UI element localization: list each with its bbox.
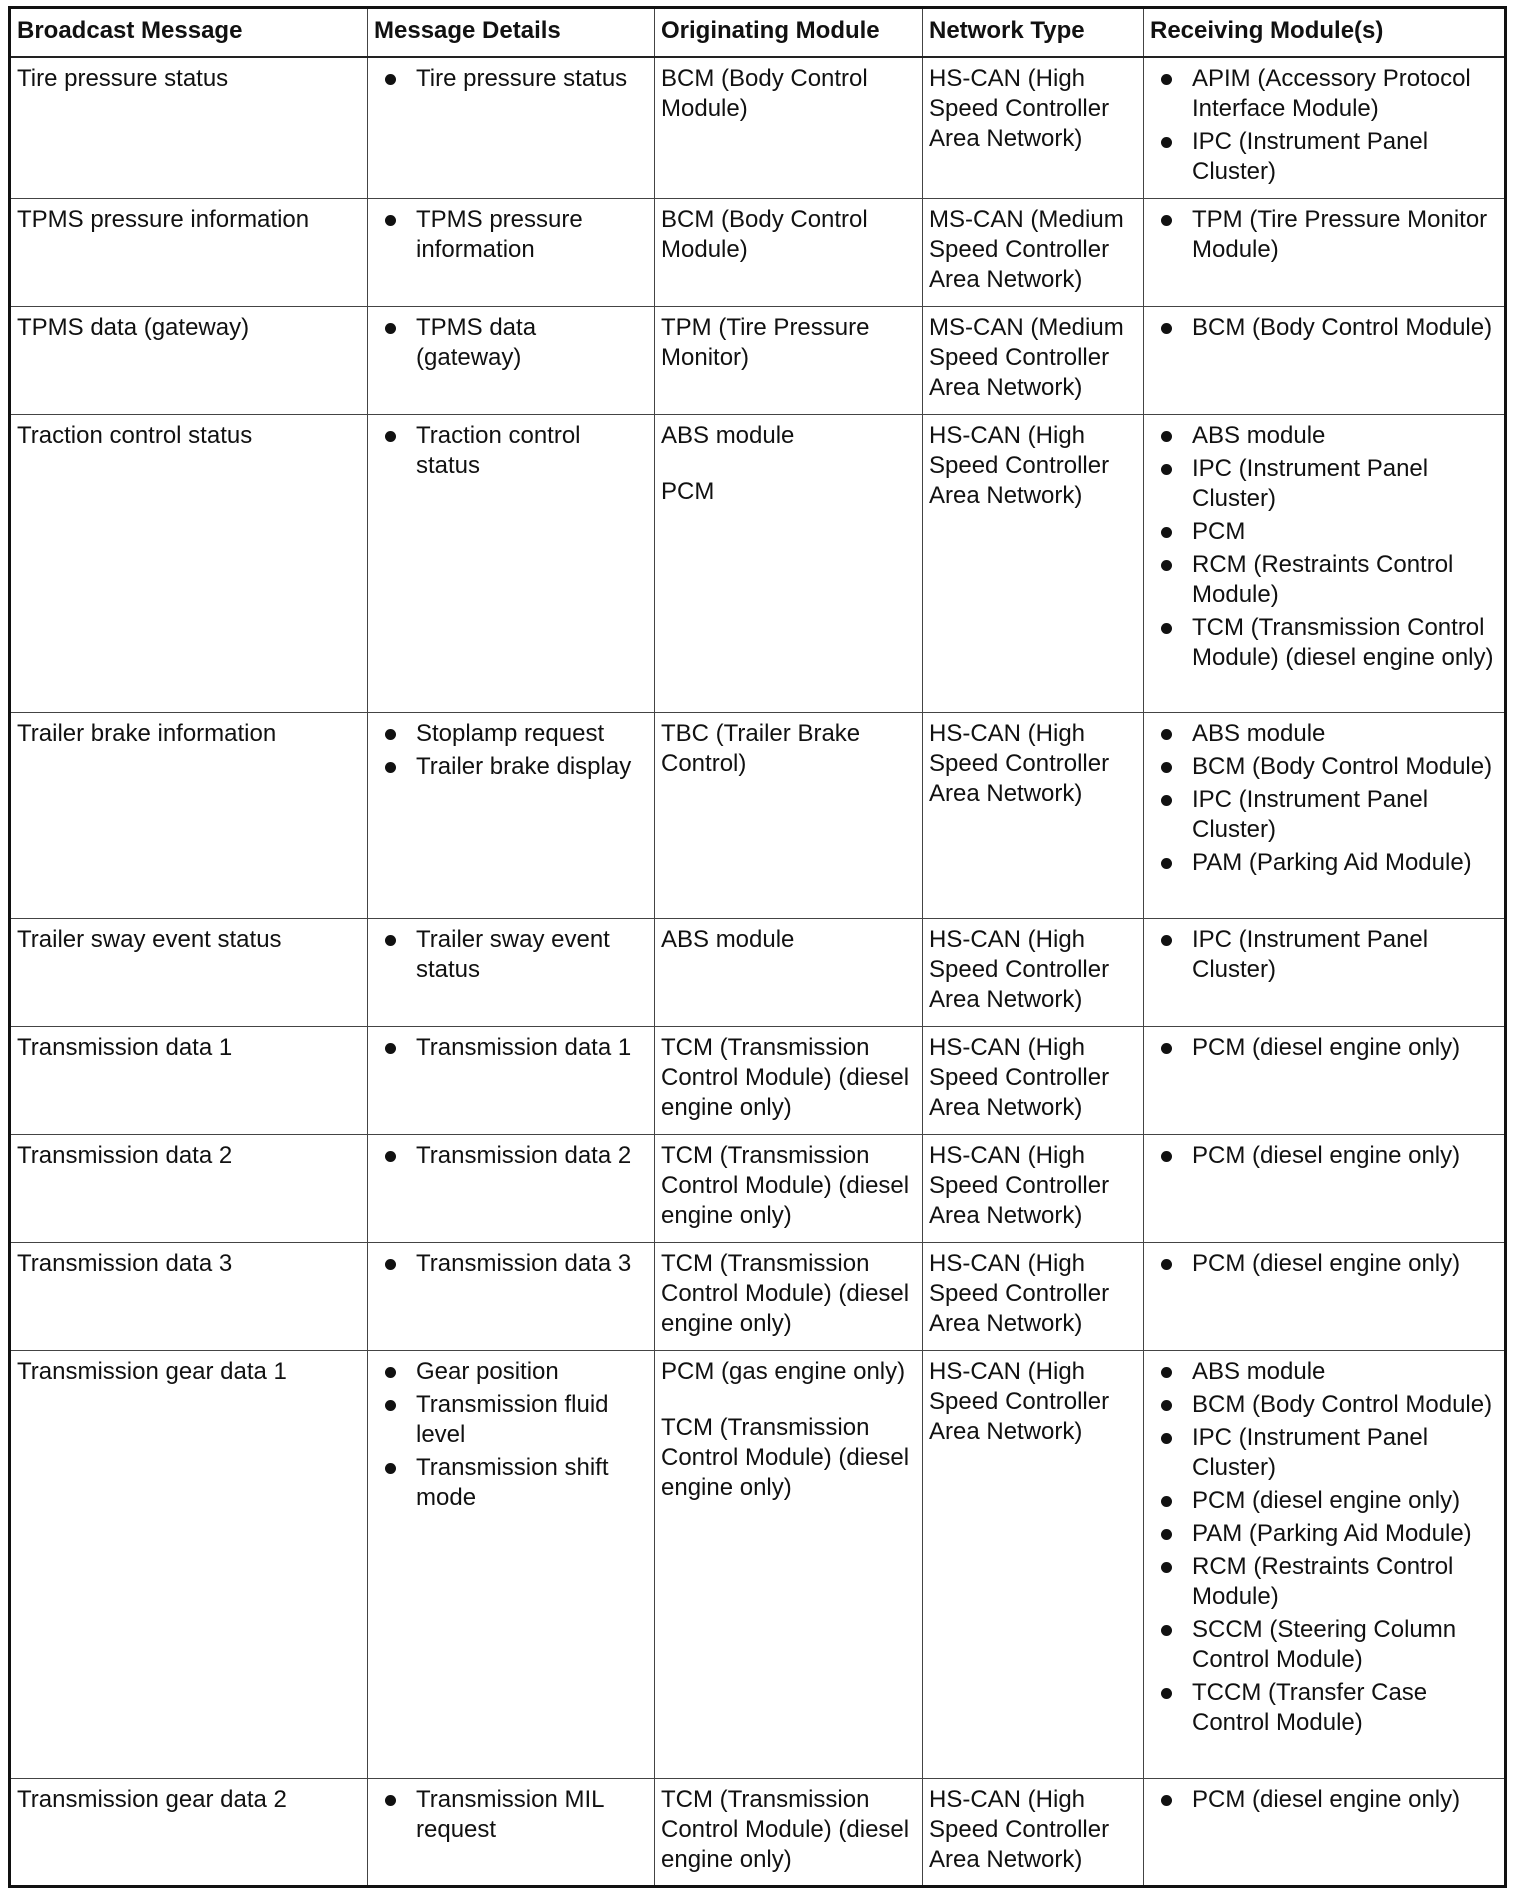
network-type-cell: HS-CAN (High Speed Controller Area Network)	[923, 1242, 1144, 1350]
receiving-module-item: IPC (Instrument Panel Cluster)	[1150, 925, 1498, 985]
receiving-module-item: TPM (Tire Pressure Monitor Module)	[1150, 205, 1498, 265]
receiving-module-item: SCCM (Steering Column Control Module)	[1150, 1615, 1498, 1675]
receiving-module-item: ABS module	[1150, 1357, 1498, 1387]
details-list	[374, 313, 648, 373]
broadcast-message-cell: Trailer brake information	[10, 712, 368, 918]
table-row	[10, 198, 1506, 306]
receiving-modules-cell	[1144, 918, 1506, 1026]
receivers-list	[1150, 925, 1498, 985]
originating-module: TPM (Tire Pressure Monitor)	[661, 313, 870, 371]
originating-module: TCM (Transmission Control Module) (diesel engine only)	[661, 1413, 910, 1501]
originating-module-cell	[655, 414, 923, 712]
table-row	[10, 712, 1506, 918]
detail-item: Trailer brake display	[374, 752, 648, 782]
details-list	[374, 1357, 648, 1513]
receiving-modules-cell	[1144, 57, 1506, 198]
detail-item: Trailer sway event status	[374, 925, 648, 985]
receiving-module-item: PCM (diesel engine only)	[1150, 1141, 1498, 1171]
originating-module-cell	[655, 712, 923, 918]
receiving-modules-cell	[1144, 1242, 1506, 1350]
table-row	[10, 918, 1506, 1026]
receiving-module-item: IPC (Instrument Panel Cluster)	[1150, 454, 1498, 514]
originating-module-cell	[655, 1134, 923, 1242]
details-list	[374, 719, 648, 782]
receiving-module-item: IPC (Instrument Panel Cluster)	[1150, 127, 1498, 187]
originating-module-cell	[655, 1242, 923, 1350]
message-details-cell	[368, 198, 655, 306]
details-list	[374, 925, 648, 985]
receiving-modules-cell	[1144, 1350, 1506, 1778]
detail-item: Stoplamp request	[374, 719, 648, 749]
broadcast-message-cell: TPMS data (gateway)	[10, 306, 368, 414]
header-broadcast-message: Broadcast Message	[10, 8, 368, 58]
originating-module-cell	[655, 306, 923, 414]
receiving-module-item: PCM (diesel engine only)	[1150, 1249, 1498, 1279]
receiving-module-item: BCM (Body Control Module)	[1150, 1390, 1498, 1420]
detail-item: Transmission fluid level	[374, 1390, 648, 1450]
network-type-cell: HS-CAN (High Speed Controller Area Network)	[923, 1134, 1144, 1242]
details-list	[374, 205, 648, 265]
table-row	[10, 414, 1506, 712]
receiving-module-item: ABS module	[1150, 421, 1498, 451]
detail-item: Transmission data 2	[374, 1141, 648, 1171]
receiving-module-item: RCM (Restraints Control Module)	[1150, 550, 1498, 610]
network-type-cell: HS-CAN (High Speed Controller Area Network)	[923, 57, 1144, 198]
header-message-details: Message Details	[368, 8, 655, 58]
originating-module: PCM (gas engine only)	[661, 1357, 906, 1385]
receivers-list	[1150, 1357, 1498, 1738]
detail-item: Tire pressure status	[374, 64, 648, 94]
broadcast-message-table	[8, 6, 1507, 1888]
table-row	[10, 1242, 1506, 1350]
receiving-module-item: PAM (Parking Aid Module)	[1150, 1519, 1498, 1549]
receiving-modules-cell	[1144, 1026, 1506, 1134]
header-network-type: Network Type	[923, 8, 1144, 58]
detail-item: TPMS data (gateway)	[374, 313, 648, 373]
table-row	[10, 1026, 1506, 1134]
receiving-modules-cell	[1144, 712, 1506, 918]
network-type-cell: HS-CAN (High Speed Controller Area Network)	[923, 1026, 1144, 1134]
detail-item: Traction control status	[374, 421, 648, 481]
table-row	[10, 306, 1506, 414]
receivers-list	[1150, 1141, 1498, 1171]
receivers-list	[1150, 1033, 1498, 1063]
originating-module: BCM (Body Control Module)	[661, 65, 868, 122]
message-details-cell	[368, 1026, 655, 1134]
originating-module-cell	[655, 1026, 923, 1134]
originating-module: TCM (Transmission Control Module) (diesel engine only)	[661, 1033, 910, 1121]
originating-module: ABS module	[661, 925, 795, 953]
receiving-module-item: APIM (Accessory Protocol Interface Module)	[1150, 64, 1498, 124]
broadcast-message-cell: Tire pressure status	[10, 57, 368, 198]
originating-module-cell	[655, 1778, 923, 1886]
detail-item: Transmission data 1	[374, 1033, 648, 1063]
receiving-module-item: PCM (diesel engine only)	[1150, 1033, 1498, 1063]
receiving-module-item: IPC (Instrument Panel Cluster)	[1150, 785, 1498, 845]
broadcast-message-cell: Transmission gear data 1	[10, 1350, 368, 1778]
receiving-modules-cell	[1144, 306, 1506, 414]
receiving-module-item: TCCM (Transfer Case Control Module)	[1150, 1678, 1498, 1738]
broadcast-message-cell: Transmission data 3	[10, 1242, 368, 1350]
receiving-module-item: ABS module	[1150, 719, 1498, 749]
originating-module: ABS module	[661, 421, 795, 449]
receiving-modules-cell	[1144, 1134, 1506, 1242]
details-list	[374, 64, 648, 94]
broadcast-message-cell: Transmission data 2	[10, 1134, 368, 1242]
message-details-cell	[368, 414, 655, 712]
network-type-cell: HS-CAN (High Speed Controller Area Network)	[923, 1350, 1144, 1778]
header-originating-module: Originating Module	[655, 8, 923, 58]
receivers-list	[1150, 1785, 1498, 1815]
receiving-module-item: BCM (Body Control Module)	[1150, 313, 1498, 343]
broadcast-message-cell: TPMS pressure information	[10, 198, 368, 306]
network-type-cell: MS-CAN (Medium Speed Controller Area Network)	[923, 306, 1144, 414]
network-type-cell: HS-CAN (High Speed Controller Area Network)	[923, 918, 1144, 1026]
receivers-list	[1150, 1249, 1498, 1279]
detail-item: Transmission MIL request	[374, 1785, 648, 1845]
detail-item: Transmission shift mode	[374, 1453, 648, 1513]
receiving-modules-cell	[1144, 198, 1506, 306]
details-list	[374, 1033, 648, 1063]
network-type-cell: MS-CAN (Medium Speed Controller Area Network)	[923, 198, 1144, 306]
broadcast-message-cell: Transmission data 1	[10, 1026, 368, 1134]
receiving-module-item: IPC (Instrument Panel Cluster)	[1150, 1423, 1498, 1483]
originating-module: BCM (Body Control Module)	[661, 205, 868, 263]
originating-module: TCM (Transmission Control Module) (diesel engine only)	[661, 1785, 910, 1873]
message-details-cell	[368, 306, 655, 414]
originating-module-cell	[655, 1350, 923, 1778]
receiving-modules-cell	[1144, 414, 1506, 712]
message-details-cell	[368, 57, 655, 198]
detail-item: Gear position	[374, 1357, 648, 1387]
broadcast-message-cell: Trailer sway event status	[10, 918, 368, 1026]
details-list	[374, 1141, 648, 1171]
originating-module: TBC (Trailer Brake Control)	[661, 719, 861, 777]
originating-module: TCM (Transmission Control Module) (diesel engine only)	[661, 1249, 910, 1337]
details-list	[374, 421, 648, 481]
table-row	[10, 1778, 1506, 1886]
header-receiving-modules: Receiving Module(s)	[1144, 8, 1506, 58]
receiving-module-item: PCM	[1150, 517, 1498, 547]
detail-item: Transmission data 3	[374, 1249, 648, 1279]
table-row	[10, 1350, 1506, 1778]
receiving-module-item: BCM (Body Control Module)	[1150, 752, 1498, 782]
table-row	[10, 57, 1506, 198]
table-row	[10, 1134, 1506, 1242]
receivers-list	[1150, 313, 1498, 343]
message-details-cell	[368, 712, 655, 918]
message-details-cell	[368, 1778, 655, 1886]
originating-module: PCM	[661, 477, 715, 505]
receivers-list	[1150, 719, 1498, 878]
originating-module-cell	[655, 198, 923, 306]
receiving-module-item: PAM (Parking Aid Module)	[1150, 848, 1498, 878]
receivers-list	[1150, 64, 1498, 187]
originating-module-cell	[655, 918, 923, 1026]
receiving-modules-cell	[1144, 1778, 1506, 1886]
receiving-module-item: PCM (diesel engine only)	[1150, 1785, 1498, 1815]
broadcast-message-cell: Transmission gear data 2	[10, 1778, 368, 1886]
header-row	[10, 8, 1506, 58]
receiving-module-item: TCM (Transmission Control Module) (diesel engine only)	[1150, 613, 1498, 673]
message-details-cell	[368, 1242, 655, 1350]
message-details-cell	[368, 918, 655, 1026]
receiving-module-item: PCM (diesel engine only)	[1150, 1486, 1498, 1516]
receiving-module-item: RCM (Restraints Control Module)	[1150, 1552, 1498, 1612]
network-type-cell: HS-CAN (High Speed Controller Area Network)	[923, 414, 1144, 712]
message-details-cell	[368, 1134, 655, 1242]
network-type-cell: HS-CAN (High Speed Controller Area Network)	[923, 712, 1144, 918]
message-details-cell	[368, 1350, 655, 1778]
detail-item: TPMS pressure information	[374, 205, 648, 265]
network-type-cell: HS-CAN (High Speed Controller Area Network)	[923, 1778, 1144, 1886]
receivers-list	[1150, 205, 1498, 265]
details-list	[374, 1785, 648, 1845]
broadcast-message-cell: Traction control status	[10, 414, 368, 712]
details-list	[374, 1249, 648, 1279]
receivers-list	[1150, 421, 1498, 673]
originating-module-cell	[655, 57, 923, 198]
originating-module: TCM (Transmission Control Module) (diesel engine only)	[661, 1141, 910, 1229]
